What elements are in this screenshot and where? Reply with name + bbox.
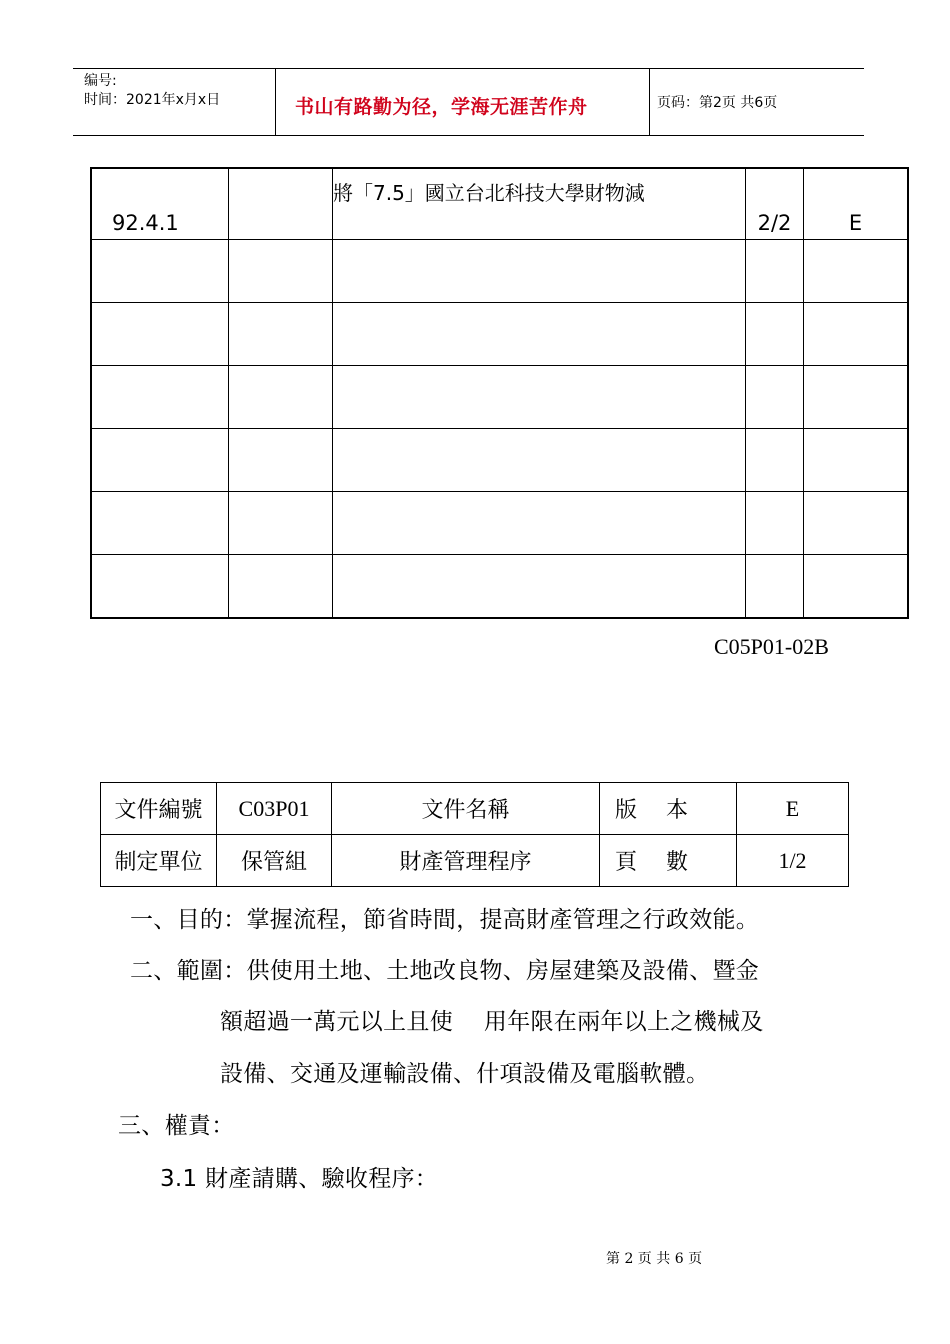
revision-cell bbox=[229, 303, 333, 366]
revision-description: 將「7.5」國立台北科技大學財物減 bbox=[333, 168, 746, 240]
doc-no-value: C03P01 bbox=[217, 783, 332, 835]
revision-page bbox=[746, 303, 804, 366]
section-3-1-heading: 3.1 財產請購、驗收程序： bbox=[160, 1166, 439, 1192]
header-bottom-rule bbox=[73, 135, 864, 136]
revision-page bbox=[746, 366, 804, 429]
unit-label: 制定單位 bbox=[101, 835, 217, 887]
revision-description bbox=[333, 366, 746, 429]
header-motto: 书山有路勤为径，学海无涯苦作舟 bbox=[295, 96, 588, 118]
header-page-number: 页码：第2页 共6页 bbox=[657, 95, 778, 111]
revision-date bbox=[91, 555, 229, 619]
revision-version bbox=[804, 429, 909, 492]
header-divider-left bbox=[275, 68, 276, 136]
pages-value: 1/2 bbox=[737, 835, 849, 887]
revision-page bbox=[746, 429, 804, 492]
revision-cell bbox=[229, 555, 333, 619]
revision-description bbox=[333, 555, 746, 619]
document-info-table bbox=[100, 782, 849, 887]
version-label: 版 本 bbox=[600, 783, 737, 835]
table-row bbox=[91, 492, 908, 555]
revision-date: 92.4.1 bbox=[91, 168, 229, 240]
unit-value: 保管組 bbox=[217, 835, 332, 887]
table-row bbox=[91, 303, 908, 366]
table-row bbox=[91, 429, 908, 492]
form-code: C05P01-02B bbox=[714, 634, 829, 659]
revision-date bbox=[91, 240, 229, 303]
revision-table bbox=[90, 167, 909, 619]
revision-description bbox=[333, 429, 746, 492]
version-value: E bbox=[737, 783, 849, 835]
revision-description bbox=[333, 240, 746, 303]
doc-name-label: 文件名稱 bbox=[332, 783, 600, 835]
revision-version bbox=[804, 303, 909, 366]
revision-page bbox=[746, 555, 804, 619]
header-number-label: 编号: bbox=[84, 73, 117, 89]
revision-version bbox=[804, 240, 909, 303]
revision-description bbox=[333, 303, 746, 366]
revision-description bbox=[333, 492, 746, 555]
revision-cell bbox=[229, 429, 333, 492]
table-row bbox=[91, 240, 908, 303]
revision-cell bbox=[229, 168, 333, 240]
header-top-rule bbox=[73, 68, 864, 69]
table-row bbox=[101, 835, 849, 887]
revision-version: E bbox=[804, 168, 909, 240]
doc-name-value: 財產管理程序 bbox=[332, 835, 600, 887]
revision-date bbox=[91, 303, 229, 366]
table-row bbox=[101, 783, 849, 835]
revision-page: 2/2 bbox=[746, 168, 804, 240]
header-divider-right bbox=[649, 68, 650, 136]
purpose-paragraph: 一、目的：掌握流程，節省時間，提高財產管理之行政效能。 bbox=[130, 907, 760, 933]
revision-date bbox=[91, 429, 229, 492]
page-footer: 第 2 页 共 6 页 bbox=[606, 1251, 703, 1267]
scope-continuation: 設備、交通及運輸設備、什項設備及電腦軟體。 bbox=[220, 1061, 710, 1087]
revision-version bbox=[804, 555, 909, 619]
table-row bbox=[91, 168, 908, 240]
revision-date bbox=[91, 492, 229, 555]
scope-paragraph: 二、範圍：供使用土地、土地改良物、房屋建築及設備、暨金 bbox=[130, 958, 760, 984]
header-date: 时间：2021年x月x日 bbox=[84, 92, 221, 108]
revision-cell bbox=[229, 240, 333, 303]
table-row bbox=[91, 555, 908, 619]
revision-page bbox=[746, 492, 804, 555]
doc-no-label: 文件編號 bbox=[101, 783, 217, 835]
revision-date bbox=[91, 366, 229, 429]
revision-cell bbox=[229, 366, 333, 429]
revision-version bbox=[804, 492, 909, 555]
revision-version bbox=[804, 366, 909, 429]
pages-label: 頁 數 bbox=[600, 835, 737, 887]
revision-page bbox=[746, 240, 804, 303]
responsibility-heading: 三、權責： bbox=[118, 1113, 235, 1139]
revision-cell bbox=[229, 492, 333, 555]
table-row bbox=[91, 366, 908, 429]
scope-continuation: 額超過一萬元以上且使 用年限在兩年以上之機械及 bbox=[220, 1009, 764, 1035]
